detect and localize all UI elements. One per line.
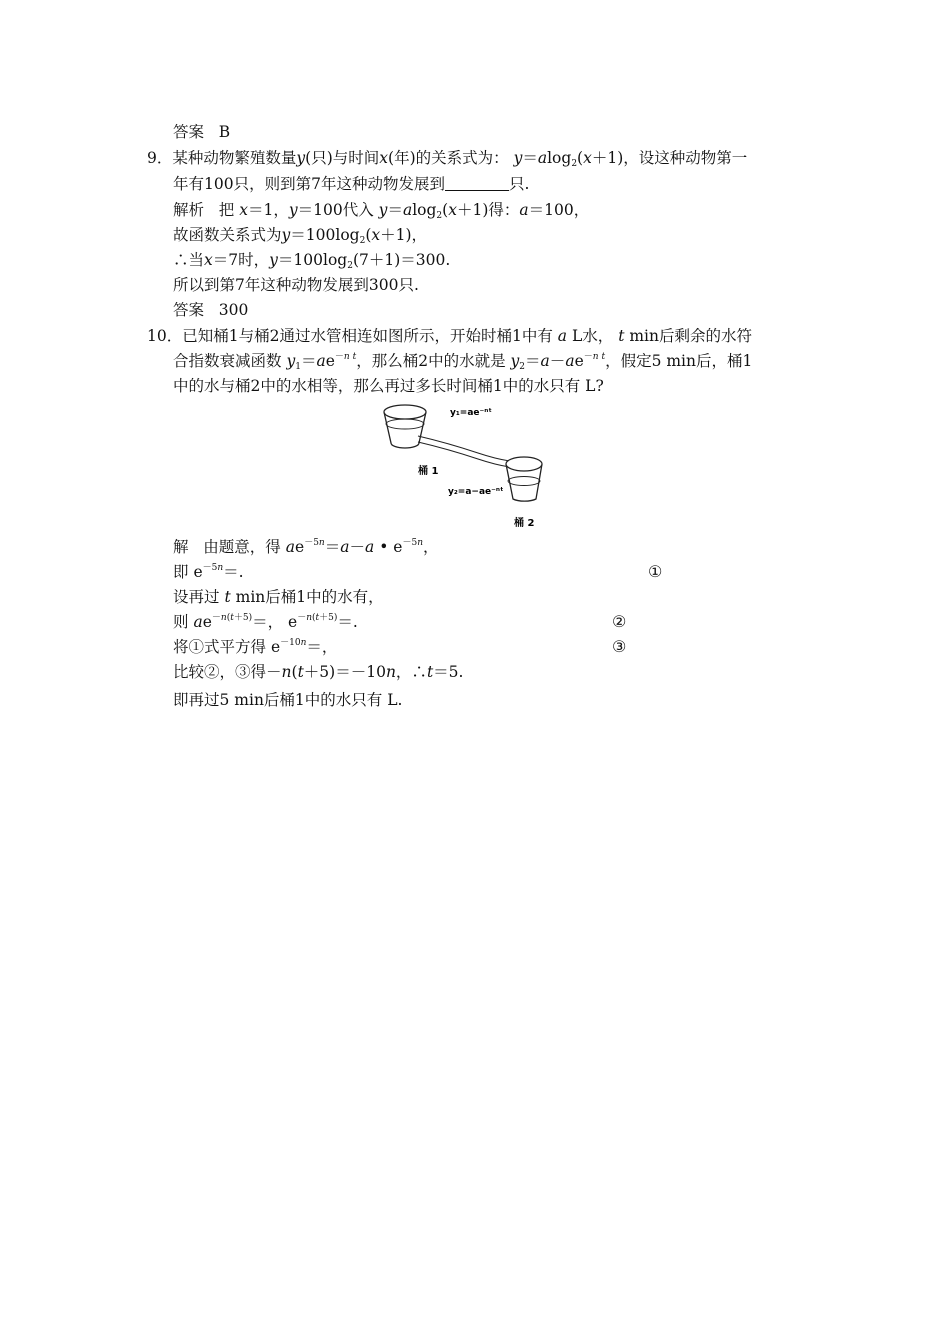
q9-answer [173, 300, 248, 320]
figure-bucket-2-label: 桶 2 [514, 518, 535, 529]
q9-text: ＋1)，设这种动物第一 [591, 149, 748, 167]
q10-solution-line-3: 设再过 t min后桶1中的水有， [173, 588, 384, 606]
bucket-2-icon [506, 457, 542, 501]
solution-text: ＝100代入 [297, 201, 374, 219]
solution-text: 故函数关系式为 [173, 226, 282, 244]
answer-label: 答案 [173, 301, 205, 319]
solution-text: 即再过5 min后桶1中的水只有 L. [173, 691, 403, 709]
q10-text: 合指数衰减函数 [173, 352, 282, 370]
solution-text: ＋5)＝－10 [303, 663, 386, 681]
q9-text: 年有100只，则到第7年这种动物发展到 [173, 175, 445, 193]
figure-eq-y1: y₁=ae⁻ⁿᵗ [450, 408, 492, 418]
water-pipe [418, 442, 510, 467]
answer-blank [445, 176, 509, 191]
q10-text: L水， [571, 327, 614, 345]
q9-text: ( [577, 149, 584, 167]
bucket-1-icon [384, 405, 426, 448]
figure-bucket-1-label: 桶 1 [418, 466, 439, 477]
q9-text: 只. [508, 175, 530, 193]
solution-label: 解 [173, 538, 189, 556]
q10-line-1: 10．已知桶1与桶2通过水管相连如图所示，开始时桶1中有 a L水， t min后剩余的水符 [147, 327, 752, 345]
q10-text: 中的水与桶2中的水相等，那么再过多长时间桶1中的水只有 L? [173, 377, 604, 395]
solution-text: ∴当 [173, 251, 205, 269]
solution-text: ＝7时， [212, 251, 270, 269]
q9-text: 某种动物繁殖数量 [172, 149, 297, 167]
q10-solution-line-7 [173, 690, 402, 710]
q9-line-2 [173, 174, 529, 194]
solution-text: ＝. [223, 563, 244, 581]
q9-line-1: 9．某种动物繁殖数量y(只)与时间x(年)的关系式为： y＝alog$_2$(x＋1)，设这种动物第一 [147, 149, 748, 169]
q10-solution-line-6: 比较②，③得－n(t＋5)＝－10n，∴t＝5. [173, 663, 464, 681]
equation-mark-3: ③ [612, 637, 627, 656]
q10-line-2: 合指数衰减函数 $y_1=ae^{-n t}$，那么桶2中的水就是 $y_2=a-ae^{-n t}$，假定5 min后，桶1 [173, 352, 753, 372]
solution-text: 所以到第7年这种动物发展到300只. [173, 276, 419, 294]
solution-text: (7＋1)＝300. [352, 251, 451, 269]
q10-line-3 [173, 376, 604, 396]
figure-eq-y2: y₂=a−ae⁻ⁿᵗ [448, 487, 504, 497]
q10-text: ，那么桶2中的水就是 [356, 352, 506, 370]
solution-text: ＝1， [248, 201, 289, 219]
solution-text: ＝100， [528, 201, 590, 219]
answer-label: 答案 [173, 123, 205, 141]
q10-text: ，假定5 min后，桶1 [605, 352, 753, 370]
bucket-figure [378, 398, 548, 533]
solution-text: 把 [218, 201, 235, 219]
q10-solution-line-4: 则 $ae^{-n(t+5)}=$， $e^{-n(t+5)}=$. [173, 613, 358, 631]
solution-text: 比较②，③得－ [173, 663, 282, 681]
solution-text: log [412, 201, 437, 219]
solution-text: 则 [173, 613, 189, 631]
q9-text: (年)的关系式为： [388, 149, 509, 167]
solution-text: ＝100log [277, 251, 348, 269]
solution-text: ，∴ [395, 663, 427, 681]
q9-solution-line-3: ∴当x＝7时，$y=100\log_2(7+1)=300$. [173, 251, 451, 271]
solution-text: ＝ [324, 538, 341, 556]
water-pipe [418, 436, 510, 461]
q10-number: 10． [147, 327, 183, 345]
solution-text: ＋1)得： [456, 201, 520, 219]
q9-solution-line-4 [173, 275, 419, 295]
q10-solution-line-2: 即 $e^{-5n}=$. [173, 563, 244, 581]
answer-value: B [218, 123, 231, 141]
q10-text: ＝ [525, 352, 541, 370]
solution-text: ＝. [337, 613, 358, 631]
solution-text: 设再过 [173, 588, 220, 606]
q9-text: log [547, 149, 572, 167]
solution-text: ＝100log [290, 226, 360, 244]
solution-text: ＝， [306, 638, 338, 656]
equation-mark-2: ② [612, 612, 627, 631]
solution-text: ＝， [252, 613, 284, 631]
solution-text: ＝ [387, 201, 403, 219]
solution-text: min后桶1中的水有， [235, 588, 384, 606]
q9-text: ＝ [522, 149, 538, 167]
previous-answer [173, 122, 230, 142]
q10-text: ＝ [300, 352, 317, 370]
q9-solution-line-1: 解析 把 x＝1，y＝100代入 y＝alog$_2$(x＋1)得：a＝100， [173, 201, 590, 221]
q10-solution-line-5: 将①式平方得 $e^{-10n}=$， [173, 638, 338, 656]
q9-solution-line-2: 故函数关系式为$y=100\log_2(x+1)$， [173, 226, 428, 246]
solution-text: 由题意，得 [203, 538, 281, 556]
solution-text: ＝5. [433, 663, 464, 681]
q10-solution-line-1: 解 由题意，得 $ae^{-5n}=a-a$ • $e^{-5n}$， [173, 538, 439, 556]
solution-label: 解析 [173, 201, 205, 219]
q9-number: 9． [147, 149, 173, 167]
solution-text: 即 [173, 563, 189, 581]
q10-text: 已知桶1与桶2通过水管相连如图所示，开始时桶1中有 [182, 327, 553, 345]
solution-text: ＋1)， [380, 226, 428, 244]
solution-text: ( [442, 201, 449, 219]
solution-text: ( [291, 663, 298, 681]
q10-text: － [549, 352, 566, 370]
equation-mark-1: ① [648, 562, 663, 581]
solution-text: － [349, 538, 365, 556]
solution-text: • [379, 538, 389, 556]
solution-text: 将①式平方得 [173, 638, 267, 656]
q10-text: min后剩余的水符 [629, 327, 752, 345]
answer-value: 300 [218, 301, 249, 319]
solution-text: ( [365, 226, 372, 244]
q9-text: (只)与时间 [305, 149, 380, 167]
